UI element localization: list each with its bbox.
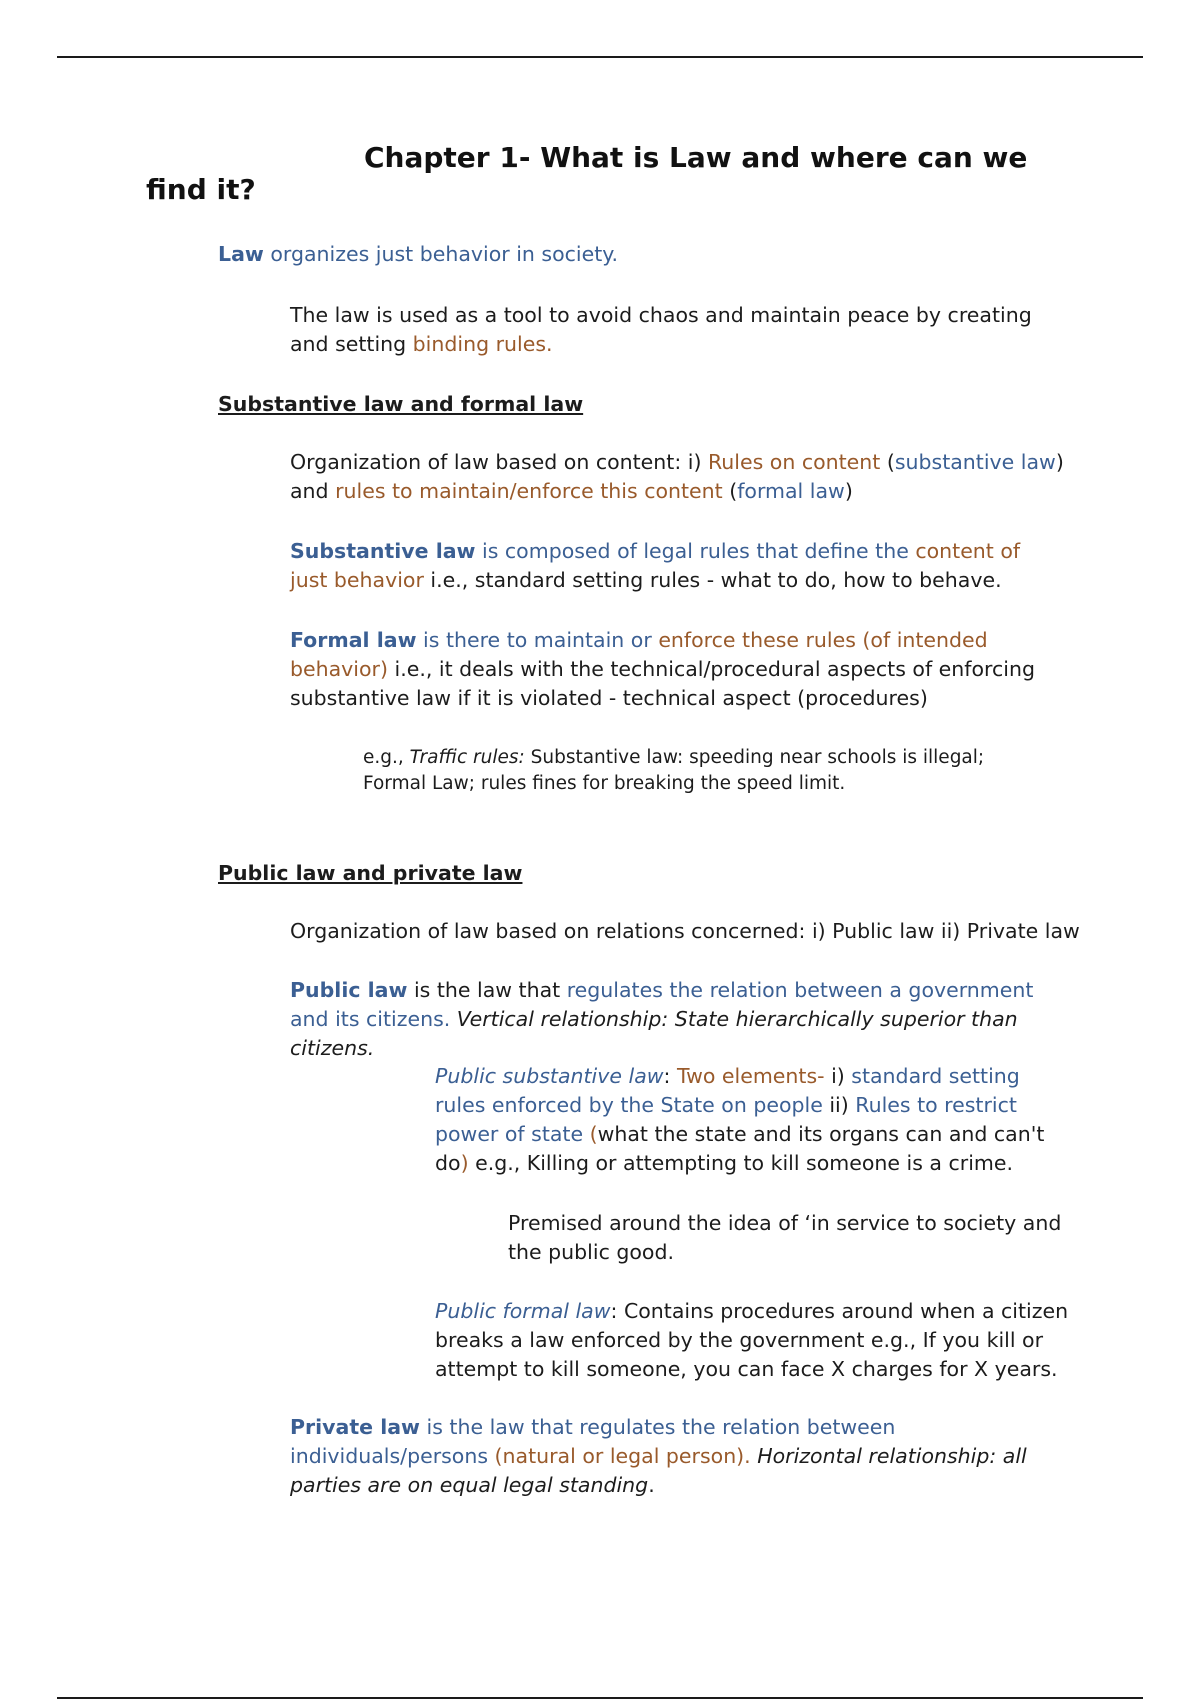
tool-highlight: binding rules. [412,332,553,356]
public-substantive-paragraph [435,1062,1075,1178]
example-prefix: e.g., [363,747,410,768]
paren: ) [844,479,853,503]
section-heading-substantive-formal: Substantive law and formal law [218,392,584,416]
paren: ) [1055,450,1064,474]
substantive-def: is composed of legal rules that define the [475,539,916,563]
public-text: is the law that [407,978,567,1002]
example-label: Traffic rules: [409,747,525,768]
public-law-paragraph [290,976,1060,1063]
rules-on-content: Rules on content [707,450,881,474]
public-def: regulates the relation between a government and its citizens. [290,978,1034,1031]
killing-example: e.g., Killing or attempting to kill someone is a crime. [468,1151,1013,1175]
period: . [648,1473,655,1497]
bottom-rule [57,1697,1143,1699]
relations-organization-paragraph: Organization of law based on relations concerned: i) Public law ii) Private law [290,919,1080,943]
restrict-power: Rules to restrict power of state [435,1093,1017,1146]
rules-to-maintain: rules to maintain/enforce this content [335,479,723,503]
public-formal-paragraph [435,1297,1075,1384]
traffic-example [363,745,1043,797]
substantive-law-ref: substantive law [894,450,1056,474]
paren: ( [583,1122,598,1146]
private-law-paragraph [290,1413,1080,1500]
item-ii: ii) [822,1093,856,1117]
formal-law-ref: formal law [737,479,845,503]
tool-text: The law is used as a tool to avoid chaos and maintain peace by creating and setting [290,303,1032,356]
formal-explanation: i.e., it deals with the technical/procedural aspects of enforcing substantive law if it is violated - technical aspect (procedures) [290,657,1035,710]
formal-law-term: Formal law [290,628,417,652]
org-text: Organization of law based on content: i) [290,450,708,474]
example-text: Substantive law: speeding near schools is illegal; Formal Law; rules fines for breaking the speed limit. [363,747,985,794]
state-organs: what the state and its organs can and can't do [435,1122,1045,1175]
formal-def: is there to maintain or [416,628,659,652]
tool-paragraph [290,301,1060,359]
substantive-law-term: Substantive law [290,539,476,563]
standard-setting: standard setting rules enforced by the State on people [435,1064,1020,1117]
public-vertical: Vertical relationship: State hierarchically superior than citizens. [290,1007,1018,1060]
page-title: Chapter 1- What is Law and where can we find it? [146,141,1028,206]
private-def: is the law that regulates the relation between individuals/persons [290,1415,896,1468]
formal-highlight: enforce these rules (of intended behavior) [290,628,988,681]
org-and: and [290,479,336,503]
premised-paragraph: Premised around the idea of ‘in service to society and the public good. [508,1211,1062,1264]
paren: ( [722,479,738,503]
content-organization-paragraph [290,448,1070,506]
natural-legal-person: (natural or legal person). [494,1444,751,1468]
substantive-highlight: content of just behavior [290,539,1021,592]
two-elements: Two elements- [676,1064,825,1088]
public-substantive-term: Public substantive law [435,1064,664,1088]
paren: ( [880,450,895,474]
public-formal-text: : Contains procedures around when a citizen breaks a law enforced by the government e.g., If you kill or attempt to kill someone, you can face X charges for X years. [435,1299,1069,1381]
intro-term: Law [218,242,264,266]
top-rule [57,56,1143,58]
colon: : [663,1064,677,1088]
section-heading-public-private: Public law and private law [218,861,523,885]
substantive-explanation: i.e., standard setting rules - what to do, how to behave. [423,568,1002,592]
private-law-term: Private law [290,1415,420,1439]
item-i: i) [824,1064,852,1088]
intro-text: organizes just behavior in society. [263,242,618,266]
public-formal-term: Public formal law [435,1299,611,1323]
intro-paragraph [218,240,1118,269]
substantive-law-paragraph [290,537,1050,595]
paren: ) [460,1151,469,1175]
public-law-term: Public law [290,978,408,1002]
formal-law-paragraph [290,626,1060,713]
private-horizontal: Horizontal relationship: all parties are on equal legal standing [290,1444,1027,1497]
